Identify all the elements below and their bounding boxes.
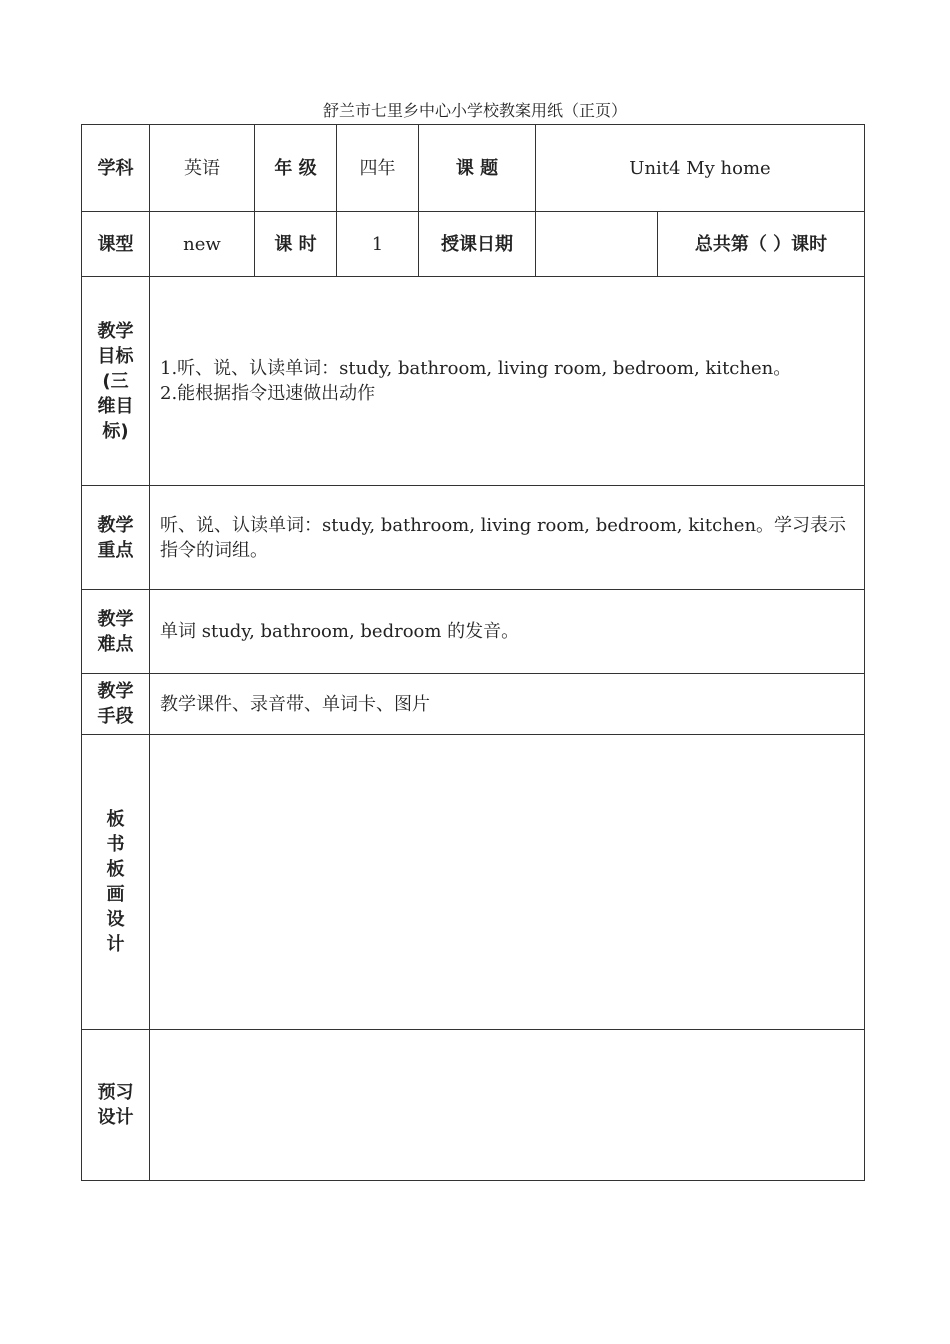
row-preview	[82, 1030, 865, 1181]
board-label	[82, 735, 150, 1030]
topic-label: 课 题	[419, 125, 536, 212]
difficulties-label-text: 教学难点	[97, 608, 134, 655]
subject-label: 学科	[82, 125, 150, 212]
subject-value: 英语	[150, 125, 255, 212]
objectives-label	[82, 277, 150, 486]
preview-label	[82, 1030, 150, 1181]
type-label: 课型	[82, 212, 150, 277]
row-subject	[82, 125, 865, 212]
objectives-label-text: 教学目标(三维目标)	[97, 320, 134, 442]
key-points-label	[82, 486, 150, 590]
key-points-content: 听、说、认读单词：study, bathroom, living room, bedroom, kitchen。学习表示指令的词组。	[150, 486, 865, 590]
key-points-label-text: 教学重点	[97, 514, 134, 561]
row-difficulties	[82, 590, 865, 674]
board-label-text: 板书板画设计	[106, 809, 125, 955]
row-means	[82, 674, 865, 735]
page-header: 舒兰市七里乡中心小学校教案用纸（正页）	[322, 101, 627, 120]
objectives-content	[150, 277, 865, 486]
period-label: 课 时	[255, 212, 337, 277]
row-board-design	[82, 735, 865, 1030]
topic-value: Unit4 My home	[536, 125, 865, 212]
date-label: 授课日期	[419, 212, 536, 277]
lesson-plan-table	[81, 124, 865, 1181]
grade-value: 四年	[337, 125, 419, 212]
objectives-line-1: 1.听、说、认读单词：study, bathroom, living room, bedroom, kitchen。	[160, 358, 792, 379]
row-objectives	[82, 277, 865, 486]
grade-label: 年 级	[255, 125, 337, 212]
means-label	[82, 674, 150, 735]
period-value: 1	[337, 212, 419, 277]
row-key-points	[82, 486, 865, 590]
means-content: 教学课件、录音带、单词卡、图片	[150, 674, 865, 735]
difficulties-label	[82, 590, 150, 674]
preview-label-text: 预习设计	[97, 1082, 134, 1128]
preview-content	[150, 1030, 865, 1181]
total-periods-label: 总共第（ ）课时	[658, 212, 865, 277]
type-value: new	[150, 212, 255, 277]
objectives-line-2: 2.能根据指令迅速做出动作	[160, 383, 376, 404]
date-value	[536, 212, 658, 277]
row-lesson-type	[82, 212, 865, 277]
board-content	[150, 735, 865, 1030]
difficulties-content: 单词 study, bathroom, bedroom 的发音。	[150, 590, 865, 674]
means-label-text: 教学手段	[97, 681, 134, 727]
